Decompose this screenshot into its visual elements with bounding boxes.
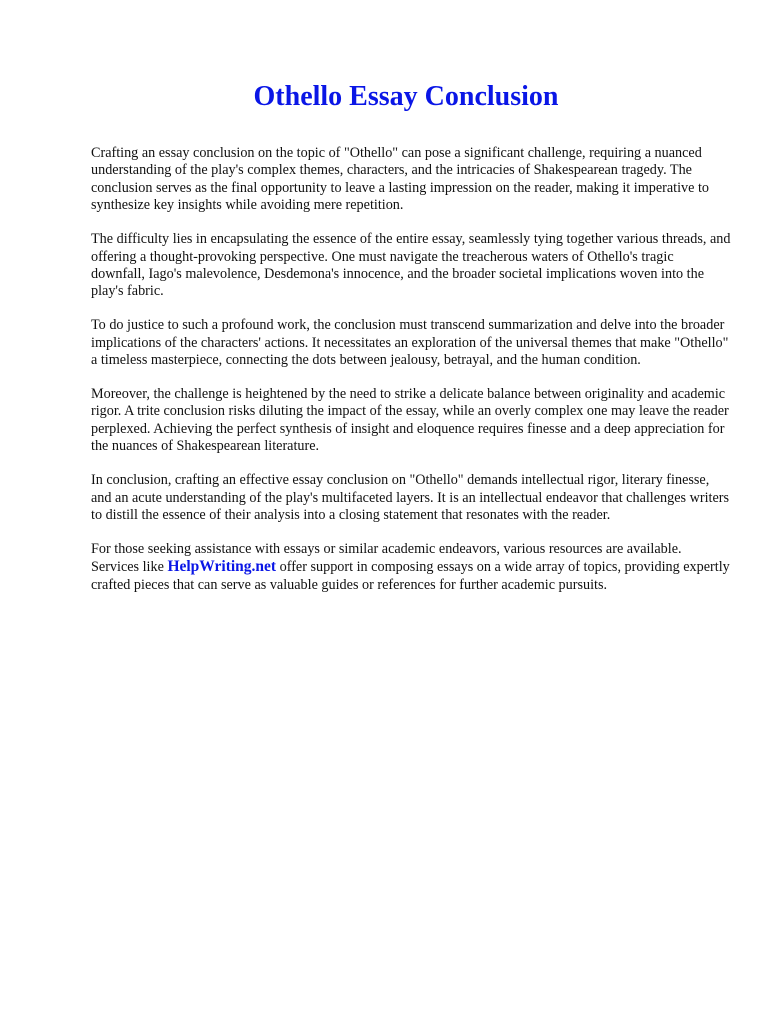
paragraph-6-lead-text: For those seeking assistance with essays or similar academic endeavors, various resources are available. Services like	[91, 540, 682, 576]
paragraph-2: The difficulty lies in encapsulating the essence of the entire essay, seamlessly tying together various threads, and offering a thought-provoking perspective. One must navigate the treacherous waters of Othello's tragic downfall, Iago's malevolence, Desdemona's innocence, and the broader societal implications woven into the play's fabric.	[91, 231, 731, 300]
page-title: Othello Essay Conclusion	[253, 81, 559, 112]
paragraph-6-trailing-text: offer support in composing essays on a wide array of topics, providing expertly crafted pieces that can serve as valuable guides or references for further academic pursuits.	[91, 559, 730, 593]
helpwriting-link[interactable]: HelpWriting.net	[167, 558, 277, 576]
paragraph-3: To do justice to such a profound work, the conclusion must transcend summarization and delve into the broader implications of the characters' actions. It necessitates an exploration of the universal themes that make "Othello" a timeless masterpiece, connecting the dots between jealousy, betrayal, and the human condition.	[91, 317, 729, 369]
essay-body	[91, 145, 731, 611]
paragraph-1: Crafting an essay conclusion on the topic of "Othello" can pose a significant challenge, requiring a nuanced understanding of the play's complex themes, characters, and the intricacies of Shakespearean tragedy. The conclusion serves as the final opportunity to leave a lasting impression on the reader, making it imperative to synthesize key insights while avoiding mere repetition.	[91, 145, 710, 214]
paragraph-5: In conclusion, crafting an effective essay conclusion on "Othello" demands intellectual rigor, literary finesse, and an acute understanding of the play's multifaceted layers. It is an intellectual endeavor that challenges writers to distill the essence of their analysis into a closing statement that resonates with the reader.	[91, 472, 729, 523]
paragraph-4: Moreover, the challenge is heightened by the need to strike a delicate balance between originality and academic rigor. A trite conclusion risks diluting the impact of the essay, while an overly complex one may leave the reader perplexed. Achieving the perfect synthesis of insight and eloquence requires finesse and a deep appreciation for the nuances of Shakespearean literature.	[91, 385, 729, 455]
paragraph-6	[91, 541, 731, 594]
